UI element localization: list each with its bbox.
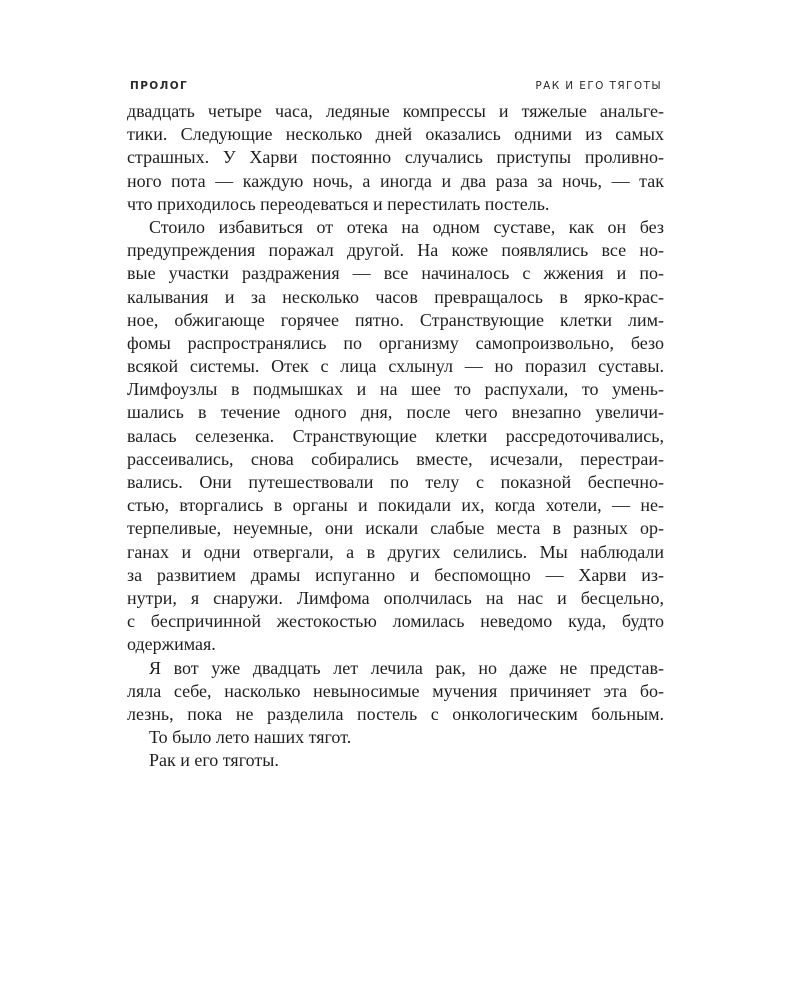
text-line: тики. Следующие несколько дней оказались одними из самых bbox=[127, 124, 664, 145]
running-header-section: ПРОЛОГ bbox=[130, 80, 189, 92]
text-line: Лимфоузлы в подмышках и на шее то распухали, то умень- bbox=[127, 379, 664, 400]
text-line: за развитием драмы испуганно и беспомощно — Харви из- bbox=[127, 564, 664, 585]
text-line: фомы распространялись по организму самопроизвольно, безо bbox=[127, 332, 664, 353]
text-line: То было лето наших тягот. bbox=[149, 727, 352, 748]
text-line: калывания и за несколько часов превращалось в ярко-крас- bbox=[127, 286, 664, 307]
text-line: Я вот уже двадцать лет лечила рак, но даже не представ- bbox=[149, 657, 664, 678]
text-line: терпеливые, неуемные, они искали слабые места в разных ор- bbox=[127, 518, 664, 539]
text-line: шались в течение одного дня, после чего внезапно увеличи- bbox=[127, 402, 664, 423]
body-text bbox=[127, 100, 664, 772]
text-line: ное, обжигающе горячее пятно. Странствующие клетки лим- bbox=[127, 309, 664, 330]
text-line: лезнь, пока не разделила постель с онкологическим больным. bbox=[127, 703, 664, 724]
text-line: ганах и одни отвергали, а в других селились. Мы наблюдали bbox=[127, 541, 664, 562]
text-line: предупреждения поражал другой. На коже появлялись все но- bbox=[127, 240, 664, 261]
text-line: ного пота — каждую ночь, а иногда и два раза за ночь, — так bbox=[127, 170, 664, 191]
text-line: что приходилось переодеваться и перестилать постель. bbox=[127, 193, 550, 214]
text-line: вые участки раздражения — все начиналось с жжения и по- bbox=[127, 263, 664, 284]
text-line: вались. Они путешествовали по телу с показной беспечно- bbox=[127, 472, 664, 492]
text-line: валась селезенка. Странствующие клетки рассредоточивались, bbox=[127, 425, 664, 446]
text-line: двадцать четыре часа, ледяные компрессы и тяжелые анальге- bbox=[127, 101, 664, 121]
text-line: одержимая. bbox=[127, 634, 216, 655]
text-line: страшных. У Харви постоянно случались приступы проливно- bbox=[127, 147, 664, 168]
running-header-chapter: РАК И ЕГО ТЯГОТЫ bbox=[535, 80, 662, 92]
text-line: нутри, я снаружи. Лимфома ополчилась на нас и бесцельно, bbox=[127, 587, 664, 608]
text-line: Стоило избавиться от отека на одном суставе, как он без bbox=[149, 216, 664, 237]
text-line: стью, вторгались в органы и покидали их, когда хотели, — не- bbox=[127, 495, 664, 516]
text-line: Рак и его тяготы. bbox=[149, 750, 279, 771]
text-line: ляла себе, насколько невыносимые мучения причиняет эта бо- bbox=[127, 680, 664, 701]
running-header bbox=[130, 80, 662, 96]
text-line: с беспричинной жестокостью ломилась неведомо куда, будто bbox=[127, 611, 664, 632]
text-line: всякой системы. Отек с лица схлынул — но поразил суставы. bbox=[127, 356, 664, 377]
text-line: рассеивались, снова собирались вместе, исчезали, перестраи- bbox=[127, 448, 664, 469]
